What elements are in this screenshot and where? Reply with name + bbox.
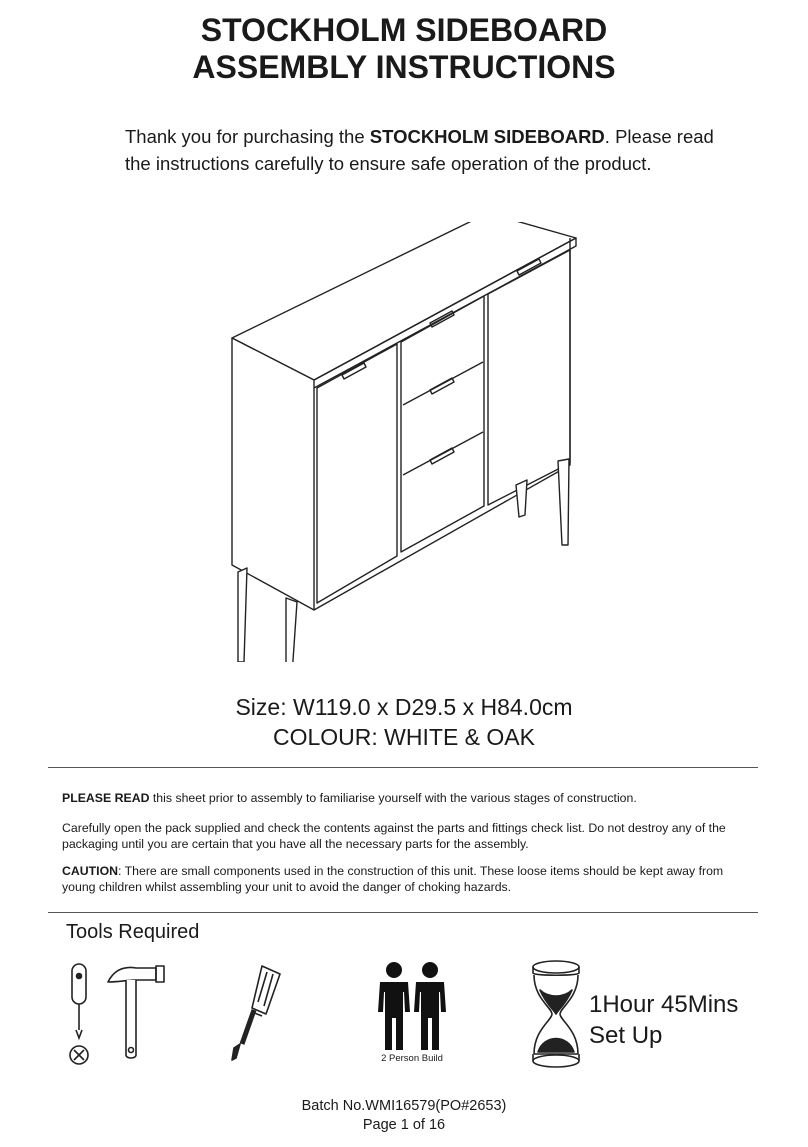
please-read-label: PLEASE READ	[62, 791, 150, 805]
tools-heading: Tools Required	[66, 921, 200, 943]
please-read-text: this sheet prior to assembly to familiarise yourself with the various stages of construction.	[149, 791, 637, 805]
intro-paragraph	[125, 123, 725, 177]
assembly-time	[589, 989, 738, 1051]
caution-label: CAUTION	[62, 864, 119, 878]
person-caption: 2 Person Build	[381, 1053, 443, 1064]
page-number: Page 1 of 16	[362, 1117, 446, 1133]
caution-notice	[62, 863, 752, 895]
assembly-time-label: Set Up	[589, 1022, 663, 1049]
intro-product-name: STOCKHOLM SIDEBOARD	[369, 126, 605, 147]
document-title-line1: STOCKHOLM SIDEBOARD	[200, 12, 608, 48]
hourglass-icon	[526, 958, 586, 1070]
divider-bottom	[48, 912, 758, 913]
intro-text-end: . Please read the instructions carefully to ensure safe operation of the product.	[125, 126, 714, 174]
colour-spec: COLOUR: WHITE & OAK	[273, 724, 535, 750]
caution-text: : There are small components used in the construction of this unit. These loose items should be kept away from young children whilst assembling your unit to avoid the danger of choking hazards.	[62, 864, 724, 894]
document-title-line2: ASSEMBLY INSTRUCTIONS	[192, 49, 616, 85]
intro-text-start: Thank you for purchasing the	[125, 126, 370, 147]
careful-notice: Carefully open the pack supplied and check the contents against the parts and fittings check list. Do not destroy any of the packaging until you are certain that you have all the necessary parts for the assembly.	[62, 821, 726, 851]
screwdriver-cross-icon	[62, 960, 98, 1070]
please-read-notice	[62, 790, 752, 806]
assembly-time-duration: 1Hour 45Mins	[589, 991, 739, 1018]
hammer-icon	[100, 960, 170, 1065]
divider-top	[48, 767, 758, 768]
sideboard-illustration	[225, 222, 585, 662]
two-person-icon	[372, 960, 452, 1052]
size-spec: Size: W119.0 x D29.5 x H84.0cm	[235, 694, 573, 720]
flat-screwdriver-icon	[222, 962, 292, 1067]
batch-number: Batch No.WMI16579(PO#2653)	[301, 1098, 507, 1114]
